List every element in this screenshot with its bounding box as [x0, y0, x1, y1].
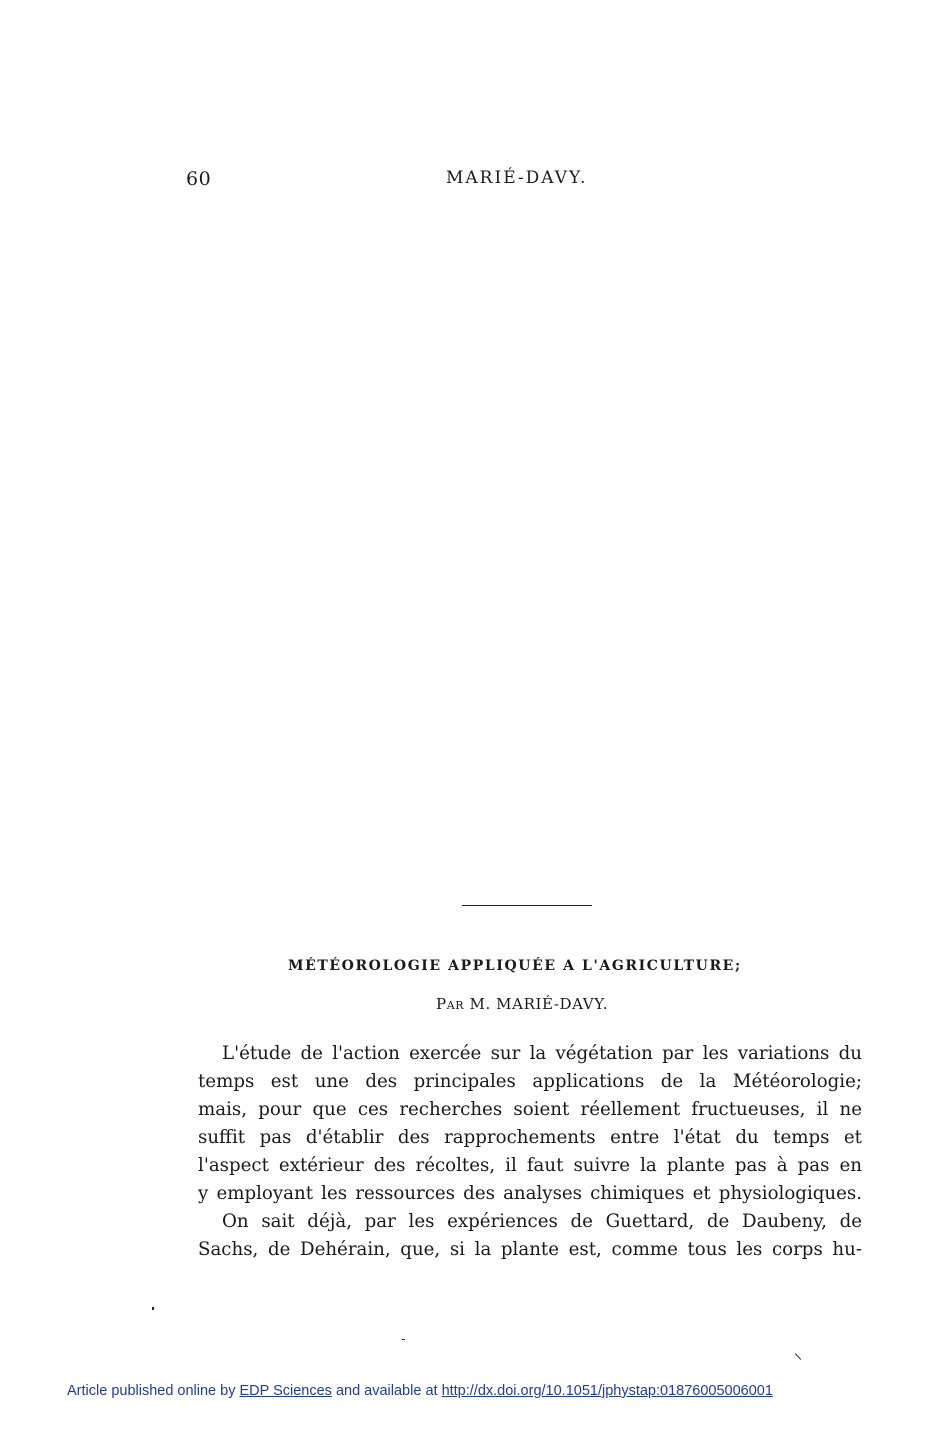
article-body: [198, 1040, 862, 1264]
body-line: y employant les ressources des analyses chimiques et physiologiques.: [198, 1183, 862, 1204]
publication-footer: [67, 1383, 773, 1399]
doi-link[interactable]: http://dx.doi.org/10.1051/jphystap:01876005006001: [441, 1383, 773, 1399]
section-divider: [462, 905, 592, 906]
article-byline: Par M. MARIÉ-DAVY.: [436, 995, 609, 1013]
body-line: L'étude de l'action exercée sur la végétation par les variations du: [222, 1043, 862, 1064]
scan-speck: [152, 1307, 154, 1310]
scan-speck: [798, 1356, 801, 1360]
footer-middle: and available at: [335, 1383, 438, 1399]
body-line: On sait déjà, par les expériences de Guettard, de Daubeny, de: [222, 1211, 862, 1232]
scan-speck: [402, 1339, 405, 1340]
body-line: suffit pas d'établir des rapprochements entre l'état du temps et: [198, 1127, 862, 1148]
body-line: Sachs, de Dehérain, que, si la plante est, comme tous les corps hu-: [198, 1239, 862, 1260]
body-line: mais, pour que ces recherches soient réellement fructueuses, il ne: [198, 1099, 862, 1120]
page-number: 60: [186, 168, 212, 190]
footer-prefix: Article published online by: [67, 1383, 236, 1399]
body-line: l'aspect extérieur des récoltes, il faut suivre la plante pas à pas en: [198, 1155, 862, 1176]
article-title: MÉTÉOROLOGIE APPLIQUÉE A L'AGRICULTURE;: [288, 958, 742, 974]
body-line: temps est une des principales applications de la Météorologie;: [198, 1071, 862, 1092]
running-head: MARIÉ-DAVY.: [446, 168, 588, 188]
publisher-link[interactable]: EDP Sciences: [239, 1383, 332, 1399]
